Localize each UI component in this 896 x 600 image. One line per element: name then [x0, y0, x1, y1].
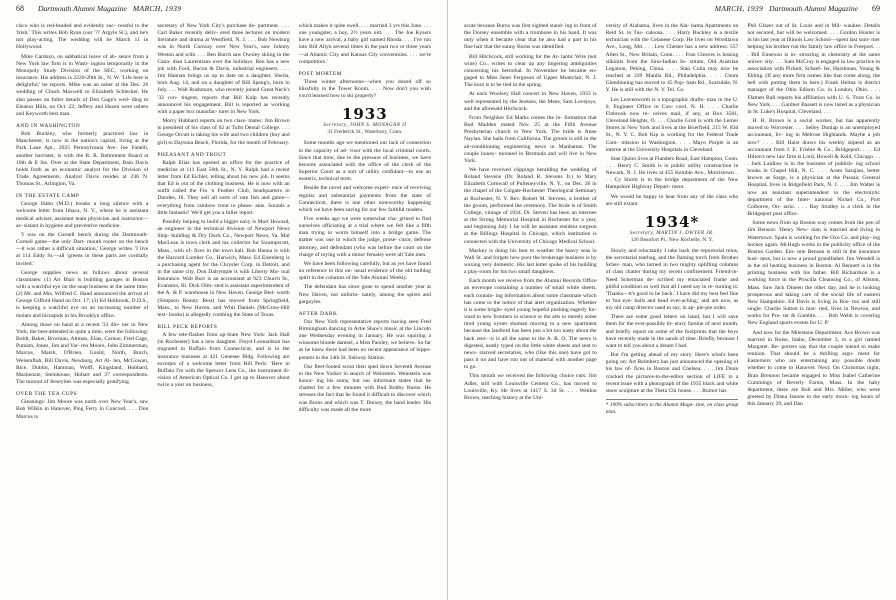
footnote-text: * 100% subscribers to the Alumni Maga- zine, on class group plan. [605, 402, 739, 416]
text-column [747, 23, 880, 598]
class-header [606, 214, 739, 244]
paragraph: Some news from up Boston way comes from the pen of Jim Benson: 'Henry New- man is married and living in Watertown. Spain is working for the Oxo Co. and play- ing hockey again. McHugh works in the publicity office of the Boston Garden. Em- mie Benson is still in the insurance busi- ness, but is now a proud grandfather. Jim Wendell is in the oil heating business in Boston. Al Bennett is in the printing business with his father. Bill Richardson is a working force in the Priscilla Cleansing Co., of Allston, Mass. Saw Jack Dineen the other day, and he is looking prosperous and taking care of the social life of eastern New Hampshire. Ed Davis is living in Bos- ton and still single. Charlie Sutton is mar- ried, lives in Newton, and works for Pro- ter & Gamble. . . . Bob Webb is covering New England sports events for U. P.' [747, 220, 880, 327]
right-page-header [464, 4, 880, 18]
paragraph: Those winter afternoons—when you dozed off so blissfully in the Tower Room. . . . Now don't you wish you'd learned how to ski properly? [298, 78, 431, 100]
paragraph: Gleanings: Jim Moore was north over New Year's, saw Bob Wilkin in Hanover, Ping Ferry in Concord. . . . Don Marcus is [16, 399, 149, 420]
paragraph: Slowly and reluctantly I take back the reportorial reins, the secretarial tearbag, and the flaming torch from Brother Scher- man, who turned in two mighty uplifting columns of class chatter during my recent confinement. Friend-in-Need Scherman de- scribed my emaciated frame and pitiful condition so well that all I need say in re- turning is: 'Thanks—it's good to be back.' I have did my best feel fine to 'but eye- balls and head ever-aching,' and am now, as my old camp director used to say, in ap- ple-pie order. [605, 247, 739, 312]
left-page-columns [16, 23, 431, 598]
paragraph: We have received clippings heralding the wedding of Roland Stevens (Dr. Roland R. Stevens Jr.) to Mary Elizabeth Cornwall of Pulteneyville, N. Y., on Dec. 26 in the chapel of the Colgate-Rochester Theological Seminary at Rochester, N. Y. Rev. Robert M. Stevens, a brother of the groom, performed the ceremony. The bride is of Smith College, vintage of 1934. Dr. Steven has been an internee at the Strong Memorial Hospital in Rochester for a year, and beginning July 1 he will be assistant resident surgeon at the Billings Hospital in Chicago, which institution is connected with the University of Chicago Medical School. [464, 166, 597, 245]
footnote [606, 399, 739, 416]
text-column [157, 23, 289, 598]
text-column [16, 23, 148, 598]
paragraph: Bob Buckley, who formerly practiced law in Manchester, is now in the nation's capital, living at the Park Lane Apt., 2025 Pennsylvania Ave. Joe Fanelli, another barrister, is with the R. R. Retirement Board at 10th & E Sts. Over at the State Department, Bain Davis holds forth as an economic analyst for the Division of Trade Agreements. Analyst Davis resides at 236 N. Thomas St., Arlington, Va. [16, 131, 149, 188]
paragraph: Beside the novel and welcome experi- ence of receiving regular and substantial payments from the state of Connecticut, there is one other noteworthy happening which we have been saving for our few faithful readers. [298, 185, 431, 213]
paragraph: This month we received the following choice cuts: Jim Adler, still with Louisville Cement Co., has moved to Louisville, Ky. He lives at 1417 S. 3d St. . . . Weldon Brown, teaching history at the Uni- [464, 373, 597, 401]
paragraph: The defendant has since gone to spend another year at New Haven, not unfortu- nately, among the spires and gargoyles. [298, 284, 431, 305]
paragraph: George Hahn (M.D.) breaks a long silence with a welcome letter from Ithaca, N. Y., where he is assistant medical adviser, assistant team physician and instructor—as- sistant in hygiene and preventive medicine. [16, 201, 149, 229]
text-column [606, 23, 739, 598]
paragraph: cisco who is red-headed and evidently suc- cessful to the 'Irish.' This writes Bob Ryan (our '?? Argyle St.), and he's not play-acting. The wedding will be March 11 in Hollywood. [16, 23, 149, 51]
left-page-header [16, 4, 431, 18]
paragraph: Phil Glazer out of St. Louis and in Mil- waukee. Details not secured, but will be welcomed. . . . Gordon Hunter is in his last year at Illinois Law School—spent last sum- mer helping his brother run the family law office in Freeport. . . . Bill Emerson is in- structing in chemistry at the same univer- sity. . . . Sam McCray is engaged in law practice in association with Pickett, Schaef- fer, Harshman, Young & Ebling. (If any more firm names like that come along, the hell with putting them in here.) Frank Helma is district manager of the Ohio Edison Co. in London, Ohio. . . . Flamen Ball reports his affiliation with U. S. Trust Co. in New York. . . . Gardner Bassett is now listed as a physician in St. Luke's Hospital, Cleveland. . . . [747, 23, 880, 115]
class-address: 126 Beaufort Pl., New Rochelle, N. Y. [630, 236, 714, 243]
class-address: 31 Frederick St., Waterbury, Conn. [327, 129, 403, 136]
paragraph: Our fleet-footed scout then sped down Seventh Avenue to the New Yorker in search of Weinstein. Weinstein was honor- ing his sums, but our informant states that he chatted for a few minutes with Bud Bobby Burns. He stresses the fact that he found it difficult to discover which was Burns and which was T. Dorsey, the band leader. His difficulty was made all the more [298, 363, 431, 413]
text-column [299, 23, 431, 598]
class-year: 1934* [644, 212, 700, 231]
paragraph: versity of Alabama, lives in the Ala- bama Apartments on Reid St. in Tus- caloosa. . . . Harry Buckley is a textile technician with the Celanese Corp. He lives on Woodlawn Ave., Long, Md. . . . Lew Chester has a new address: 557 Allen St., New Britain, Conn. . . . Fran Cleaves is hissing silkinits from the Sino-Indian In- stitute, Old Austrian Legation, Peking, China. . . . Stan Coila may now be reached at 339 Manila Rd., Philadelphia. . . . Chum Glendinning has moved to 45 Pop- ham Rd., Scarsdale, N. Y. He is still with the N. Y. Tel. Co. [605, 23, 739, 94]
paragraph: A few tele-flashes from up-State New York: Jack Hall (in Rochester) has a new daughter. Floyd Leonardson has migrated to Buffalo from Connecticut, and is in the insurance business at 421 Genesee Bldg. Following are excerpts of a welcome letter from Bill Peck: 'Here in Buffalo I'm with the Spencer Lens Co., the instrument di- vision of American Optical Co. I get up to Hanover about twice a year on business, [157, 332, 290, 389]
right-page [448, 0, 896, 600]
section-heading: BILL PECK REPORTS [157, 324, 218, 331]
paragraph: acute because Burns was first sighted stand- ing in front of the Dorsey ensemble with a trombone in his hand. It was only when it became clear that he also had a part in his fine hair that the sunny Burns was identified. [464, 23, 597, 51]
paragraph: Our New York representative reports having seen Fred Birmingham dancing to Artie Shaw's music at the Lincoln one Wednesday evening in January. He was squiring a winsome blonde damsel, a Miss Parsley, we believe. So far as he knew there had been no recent appearance of hippo- potami in the 14th St. Subway Station. [298, 318, 431, 361]
issue-date: MARCH, 1939 [714, 4, 764, 13]
issue-date: MARCH, 1939 [132, 4, 182, 13]
class-secretary: Secretary, MARTIN J. DWYER JR. [629, 229, 715, 236]
section-heading: AFTER DARK [298, 310, 338, 317]
paragraph: Each month we receive from the Alumni Records Office an envelope containing a number of small white sheets, each contain- ing information about some classmate which has come to the notice of that alert organization. Whether it is some bright- eyed young hopeful pushing eagerly for- ward to new frontiers in science or the arts or merely some tired young oyster shoman moving to a new apartment because the landlord has been just a bit too nasty about the hack rent—it is all the same to the A. R. O. The news is digested, neatly typed on the little white sheets and sent to news- starved secretaries, who (like this one) have got to pass it on and have run out of material with another page to go. [464, 278, 597, 371]
page-number: 68 [16, 4, 24, 13]
magazine-title: Dartmouth Alumni Magazine [38, 4, 127, 13]
paragraph: Ralph Elias has opened an office for the practice of medicine at 111 East 56th St., N. Y. Ralph had a recent letter from Ed Eichler, telling about his new job. It seems that Ed is out of the clothing business. He is now with an outfit called the Fin 'n Feather Club, headquarters in Dundee, Ill. They sell all sorts of rare fish and game— everything from rainbow trout to pheas- ants. Sounds a little fantastic! We'll get you a fuller report. [157, 159, 290, 216]
paragraph: Five weeks ago we were somewhat cha- grined to find ourselves officiating at a trial where we felt like a fifth man trying to worm himself into a bridge game. The matter was one in which the judge, prose- cutor, defense attorney, and defendant (who was before the court on the charge of toying with a minor female) were all Yale men. [298, 215, 431, 258]
paragraph: From Neighbor Ed Marks comes the in- formation that Bud Madden mated Nov. 25 at the Fifth Avenue Presbyterian church in New York. The bride is Anne Naylan. She hails from California. The groom is still in the air-conditioning engineering news in Manhattan. The couple honey- mooned in Bermuda and will live in New York. [464, 114, 597, 164]
class-year: 1933 [341, 105, 388, 124]
paragraph: Morry Hubbard reports on two class- mates: Jim Brown is president of his class of 62 at Tufts Dental College. . . . George Orcutt is taking his wife and two children (boy and girl) to Daytona Beach, Florida, for the month of February. [157, 118, 290, 146]
paragraph: which makes it quite swell. . . . married 3 yrs this June. . . . one youngster, a boy, 2½ years old. . . . The Joe Kysers have a new arrival, a baby girl named Rhoda. . . . I've run into Bill Allyn several times in the past two or three years—at Atlantic City and Kansas City conventions. . . . we're competitors.' [298, 23, 431, 65]
section-heading: PHEASANT AND TROUT [157, 151, 227, 158]
section-heading: POST MORTEM [298, 70, 342, 77]
section-heading: IN THE ESTATE CAMP [16, 193, 80, 200]
class-header [299, 106, 431, 136]
paragraph: secretary of New York City's purchase de- partment. . . . Carl Baker recently deliv- ered three lectures on modern literature and drama at Westfield, N. J. . . . Bob Newburg was in North Conway over New Year's, saw Johnny Weston and wife. . . . Ben Burch saw Owsley skiing in the Cana- dian Laurentians over the holidays. Ben has a new job with Ford, Bacon & Davis, industrial engineers. . . . Jim Hannan brings us up to date on a daughter, Sheila, born Aug. 14, and on a daughter of Bill Spang's, born in July. . . . Walt Rushmore, who recently joined Great Neck's '32 con- tingent, reports that Bill Kulp has recently announced his engagement. Bill is reported as working with a paper box manufac- turer in New York. [157, 23, 290, 115]
paragraph: At each Woolsey Hall concert in New Haven, 1933 is well represented by the Jenkses, the Mees, Sam Lovejoys, and the aforesaid Hitchcock. [464, 91, 597, 112]
paragraph: Among those on hand at a recent '33 din- ner in New York, the best-attended in quite a time, were the following: Boldt, Baker, Bowman, Altman, Elias, Carnoe, Fred Cage, Putnam, Jones, Jim and Var- ren Moore, John Zimmerman, Marcus, Marsh, O'Brien, Gould, North, Burch, Weisenfluh, Bill Davis, Newburg, Art Al- len, McGowan, Rice, Dublin, Hamman, Wolff, Kingsland, Hubbard, Mackenzie, Steinhouse, Hobart and 37 correspondents. The turnout of Jerseyites was especially gratifying. [16, 321, 149, 386]
right-page-columns [464, 23, 880, 598]
paragraph: Possibly helping to build a bigger navy is Mort Howard, an engineer in the technical division of Newport News Ship- building & Dry Dock Co., Newport News, Va. Mal MacLean is town clerk and tax collector for Swampscott, Mass., with of- fices in the town hall. Bob Hanna is with the Harvard Lumber Co., Harwich, Mass. Ed Eisenberg is a purchasing agent for the Chrysler Corp. in Detroit, and in the same city, Don Dalrymple is with Liberty Mu- tual Insurance. Walt Burr is an accountant at 923 Church St., Evanston, Ill. Dick Olm- sted is assistant superintendent of the A. & P. warehouse in New Haven. George Bed- worth (Simpson Beauty Rest) has moved from Springfield, Mass., to New Haven, and Whit Daniels (McGraw-Hill text- books) is allegedly combing the State of Texas. [157, 218, 290, 318]
paragraph: Bill Hitchcock, still working for the At- lantic Wire (not wine) Co., writes to clear up any lingering ambiguities concerning his betrothal. In November he became en- gaged to Miss Janet Ferguson of Upper Montclair, N. J. The knot is to be tied in the spring. [464, 53, 597, 89]
paragraph: We would be happy to hear from any of the class who are still extant. [605, 193, 739, 207]
section-heading: OVER THE TEA CUPS [16, 391, 78, 398]
paragraph: Les Leavenworth is a topographic drafts- man in the U. S. Engineer Office in Con- cord, N. H. . . . Charlie Finbrook now re- ceives mail, if any, at Box 3581, Cleveland Heights, O. . . . Charlie Grob is with the Lerner Stores in New York and lives at the Brierfield, 215 W. 83d St., N. Y. C. Bob Kip is working for the Federal Trade Com- mission in Washington. . . . Mayo Purple is an interne at the University Hospitals in Cleveland. [605, 96, 739, 153]
paragraph: Some months ago we mentioned our lack of connection in the capacity of ad- visor with the local criminal courts. Since that time, due to the pressure of business, we have become associated with the office of the clerk of the Superior Court as a sort of utility confidant—to use an esoteric, technical term. [298, 140, 431, 183]
class-secretary: Secretary, JOHN S. MONAGAN II [323, 122, 407, 129]
paragraph: Mike Cardozo, on sabbatical leave of ab- sence from a New York law firm is in Wash- ington temporarily in the Monopoly Study Division of the SEC, working on insurance. His address is 2220-20th St., N. W. 'Life here is delightful,' he reports. Mike was an usher at the Dec. 26 wedding of Chuck Maxwell to Elizabeth Schlecker. He also passes on fuller details of Don Gage's wed- ding to Eleanor Hills, on Oct. 22; Jeffery and Hazen were ushers and Keyworth best man. [16, 53, 149, 117]
paragraph: And now for the Milestone Department. Ace Brown was married in Boise, Idaho, December 3, to a girl named Margaret. Re- porters say that the couple intend to make reunion. That should be a thrilling argu- ment for Easterners who are entertaining any possible doubt whether to come to Hanover. Next: On Christmas night, Bran Brennon became engaged to Miss Isabel Catherine Cummings of Beverly Farms, Mass. In the baby department, there are Bob and Mrs. Miller, who were greeted by Diana Jeanne in the early morn- ing hours of this January 29, and Dan [747, 329, 880, 408]
paragraph: We have been following carefully, but as yet have found no reference to this un- usual evidence of the old bulldog spirit in the columns of the Yale Alumni Weekly. [298, 260, 431, 282]
paragraph: But I'm getting ahead of my story. Here's what's been going on: Art Reimherz has just announced the opening of his law of- fices in Boston and Chelsea. . . . Jim Dunn cracked the pictures-to-the-editor section of LIFE in a recent issue with a photograph of the 1935 black and white snow sculpture at the Theta Chi house. . . . Rumor has [605, 352, 739, 394]
page-number: 69 [872, 4, 880, 13]
paragraph: There are some good letters on hand, but I will save them for the ever-possible lit- erary famine of next month, and briefly report on some of the footprints that the boys have recently made in the sands of time. Briefly, because I want to tell you about a dream I had. [605, 314, 739, 349]
paragraph: Mackey is doing his best to weather the heavy seas in Wall St. and forgets how poor the brokerage business is by waxing very domestic. His last letter spoke of his building a play-room for his two small daughters. [464, 247, 597, 276]
magazine-title: Dartmouth Alumni Magazine [769, 4, 858, 13]
paragraph: H. B. Brown is a social worker, but has apparently moved to Worcester. . . . Selley Dunlap is an unemployed accountant, liv- ing in Melrose Highlands. Maybe a job now? . . . Bill Haist draws his weekly stipend as an accountant from J. E. Frisbie & Co., Bridgeport. . . . Ed Hilton's new law firm is Lord, Howell & Kohl, Chicago. . . . Jack Laidlaw is in the business of publish- ing school books in Chapel Hill, N. C. . . . Aram Sarajian, better known as Sarge, is a physician at the Passaic General Hospital, lives in Ridgefield Park, N. J. . . . Jim Walter is now an assistant superintendent in the electrolytic department of the Inter- national Nickel Co., Port Colborne, On- tario. . . . Ray Studley is a clerk in the Bridgeport post office. [747, 118, 880, 218]
paragraph: Stan Quinn lives at Flanders Road, East Hampton, Conn. . . . Henry C. Smith is in public utility construction in Newark, N. J. He lives at 455 Kemble Ave., Morristown. . . . Cy Sturm is in the bridge department of the New Hampshire Highway Depart- ment. [605, 155, 739, 191]
section-heading: AND IN WASHINGTON [16, 123, 81, 130]
text-column [464, 23, 597, 598]
paragraph: George supplies news as follows about several classmates: (1) Art Blair is building garages in Boston with a watchful eye on the soap business at the same time; (2) Mr. and Mrs. Wilfred C. Hand announced the arrival of George Gifford Hand on Oct. 17; (3) Ed Holbrook, D.D.S., is keeping a watchful eye on an increasing number of molars and bicuspids in his Brooklyn office. [16, 269, 149, 319]
paragraph: 'I was on the Cornell bench during the Dartmouth-Cornell game—the only Dart- mouth rooter on the bench—it was rather a difficult situation,' George writes. 'I live at 114 Eddy St.—all 'greens in these parts are cordially invited.' [16, 231, 149, 267]
